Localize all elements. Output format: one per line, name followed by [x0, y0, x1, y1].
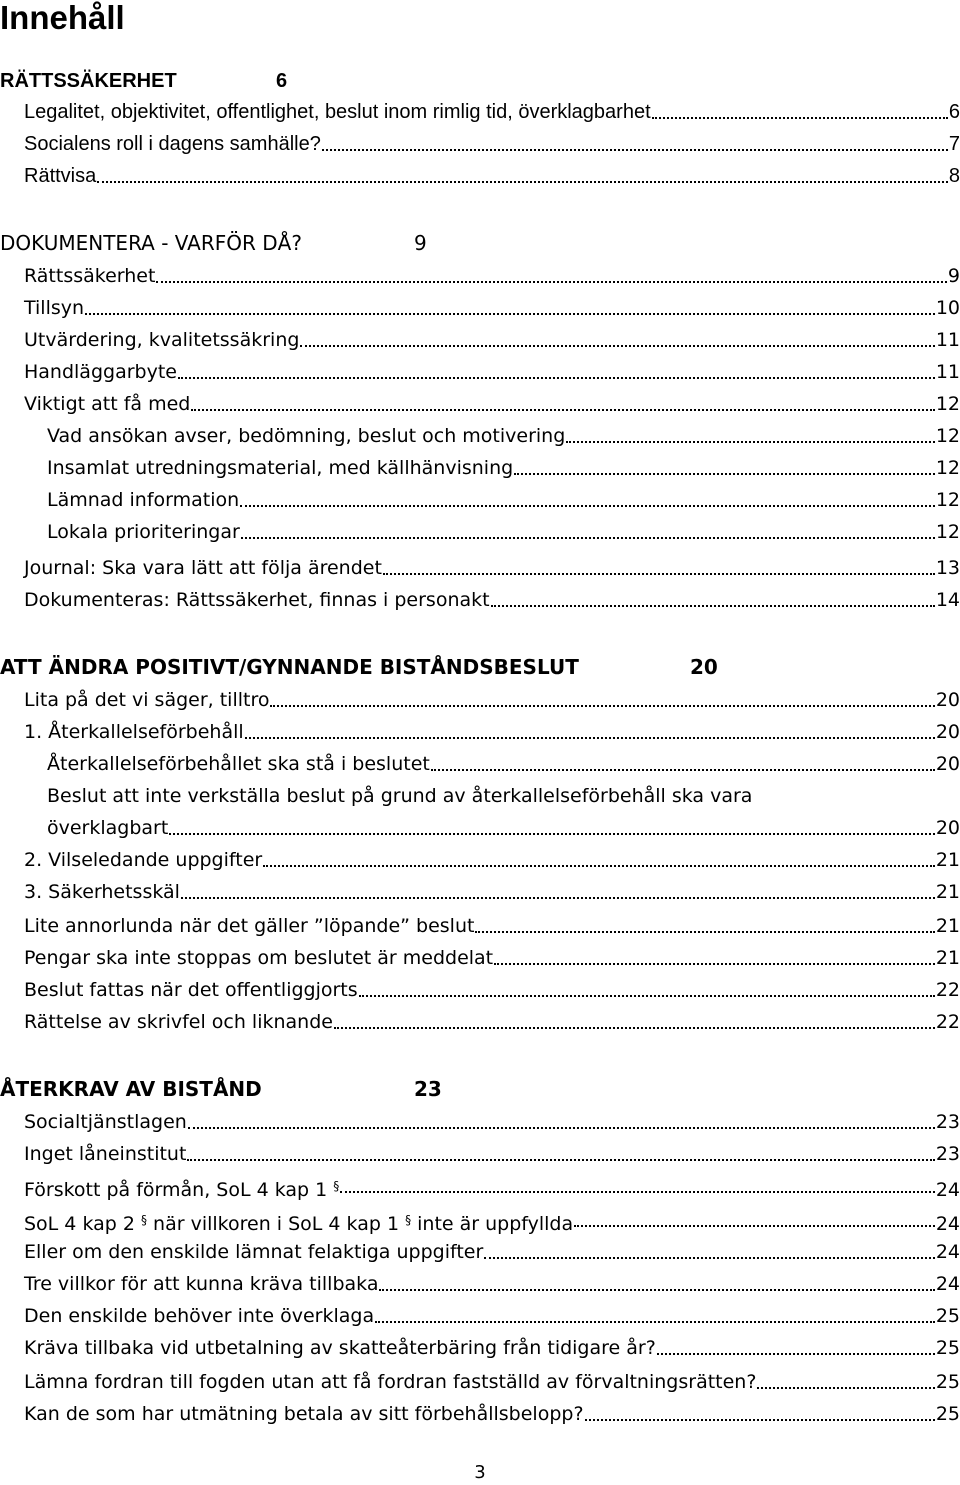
toc-entry[interactable]	[24, 390, 960, 418]
toc-entry[interactable]	[24, 718, 960, 746]
leader-dots	[494, 963, 935, 965]
leader-dots	[431, 769, 935, 771]
toc-entry[interactable]	[47, 750, 960, 778]
toc-entry[interactable]	[24, 294, 960, 322]
leader-dots	[379, 1289, 934, 1291]
toc-entry[interactable]	[47, 422, 960, 450]
section-title: ÅTERKRAV AV BISTÅND	[0, 1077, 262, 1101]
toc-entry[interactable]	[47, 814, 960, 842]
entry-label: 3. Säkerhetsskäl	[24, 881, 180, 903]
entry-label: 2. Vilseledande uppgifter	[24, 849, 263, 871]
entry-page: 25	[935, 1403, 960, 1425]
leader-dots	[97, 181, 948, 183]
toc-entry[interactable]	[24, 98, 960, 126]
entry-label: Viktigt att få med	[24, 393, 191, 415]
entry-label: Den enskilde behöver inte överklaga	[24, 1305, 375, 1327]
toc-entry[interactable]	[24, 554, 960, 582]
entry-page: 12	[935, 393, 960, 415]
entry-page: 12	[935, 521, 960, 543]
entry-label: Kan de som har utmätning betala av sitt förbehållsbelopp?	[24, 1403, 584, 1425]
toc-entry[interactable]	[47, 518, 960, 546]
entry-page: 25	[935, 1305, 960, 1327]
entry-page: 12	[935, 489, 960, 511]
entry-page: 21	[935, 881, 960, 903]
page-title: Innehåll	[0, 0, 125, 36]
leader-dots	[652, 117, 948, 119]
entry-label: Återkallelseförbehållet ska stå i beslutet	[47, 753, 430, 775]
leader-dots	[178, 377, 935, 379]
leader-dots	[657, 1353, 935, 1355]
toc-entry[interactable]	[24, 1008, 960, 1036]
leader-dots	[334, 1027, 935, 1029]
toc-entry[interactable]	[24, 1140, 960, 1168]
entry-page: 21	[935, 947, 960, 969]
entry-page: 23	[935, 1143, 960, 1165]
toc-section-heading	[0, 654, 960, 680]
entry-label: Rättelse av skrivfel och liknande	[24, 1011, 333, 1033]
toc-entry[interactable]	[24, 878, 960, 906]
entry-page: 11	[935, 361, 960, 383]
entry-label: Tillsyn	[24, 297, 85, 319]
entry-label: Vad ansökan avser, bedömning, beslut och motivering	[47, 425, 566, 447]
entry-page: 24	[935, 1241, 960, 1263]
entry-label: Lämna fordran till fogden utan att få fordran fastställd av förvaltningsrätten?	[24, 1371, 757, 1393]
paragraph-sign: §	[141, 1213, 147, 1227]
entry-label: överklagbart	[47, 817, 169, 839]
toc-entry[interactable]	[24, 1172, 960, 1200]
leader-dots	[245, 737, 935, 739]
entry-page: 22	[935, 979, 960, 1001]
entry-page: 20	[935, 753, 960, 775]
toc-section-heading	[0, 1076, 960, 1102]
leader-dots	[263, 865, 935, 867]
toc-entry[interactable]	[24, 326, 960, 354]
entry-page: 13	[935, 557, 960, 579]
entry-page: 14	[935, 589, 960, 611]
entry-page: 24	[935, 1213, 960, 1235]
leader-dots	[300, 345, 934, 347]
entry-label	[24, 1172, 339, 1204]
paragraph-sign: §	[405, 1213, 412, 1227]
entry-label: Eller om den enskilde lämnat felaktiga uppgifter	[24, 1241, 484, 1263]
leader-dots	[585, 1419, 935, 1421]
entry-label: Lita på det vi säger, tilltro	[24, 689, 270, 711]
entry-page: 22	[935, 1011, 960, 1033]
toc-entry[interactable]	[24, 130, 960, 158]
entry-label: Insamlat utredningsmaterial, med källhänvisning	[47, 457, 514, 479]
entry-label: 1. Återkallelseförbehåll	[24, 721, 244, 743]
leader-dots	[270, 705, 934, 707]
entry-page: 20	[935, 817, 960, 839]
section-page: 20	[690, 655, 718, 679]
leader-dots	[475, 931, 934, 933]
entry-page: 20	[935, 721, 960, 743]
leader-dots	[240, 505, 935, 507]
entry-label: Beslut fattas när det offentliggjorts	[24, 979, 358, 1001]
toc-entry[interactable]	[24, 586, 960, 614]
entry-label: Inget låneinstitut	[24, 1143, 187, 1165]
leader-dots	[340, 1191, 935, 1193]
toc-section-heading	[0, 68, 960, 94]
entry-label: Rättvisa	[24, 165, 97, 187]
entry-page: 12	[935, 457, 960, 479]
entry-label-text: SoL 4 kap 2	[24, 1213, 135, 1235]
entry-page: 20	[935, 689, 960, 711]
toc-entry[interactable]	[47, 454, 960, 482]
entry-label: Journal: Ska vara lätt att följa ärendet	[24, 557, 382, 579]
toc-entry[interactable]	[24, 976, 960, 1004]
section-page: 23	[414, 1077, 442, 1101]
leader-dots	[484, 1257, 935, 1259]
leader-dots	[156, 281, 946, 283]
toc-entry[interactable]	[24, 358, 960, 386]
section-page: 6	[276, 70, 288, 92]
leader-dots	[514, 473, 935, 475]
entry-page: 21	[935, 849, 960, 871]
toc-entry[interactable]	[24, 912, 960, 940]
toc-section-heading	[0, 230, 960, 256]
entry-page: 25	[935, 1337, 960, 1359]
paragraph-sign: §	[333, 1179, 340, 1193]
leader-dots	[191, 409, 934, 411]
entry-page: 6	[948, 101, 960, 123]
entry-label: Dokumenteras: Rättssäkerhet, finnas i personakt	[24, 589, 490, 611]
entry-label: Socialens roll i dagens samhälle?	[24, 133, 321, 155]
leader-dots	[566, 441, 935, 443]
entry-label: Lokala prioriteringar	[47, 521, 240, 543]
leader-dots	[187, 1159, 934, 1161]
entry-label: Tre villkor för att kunna kräva tillbaka	[24, 1273, 379, 1295]
toc-entry[interactable]	[24, 1302, 960, 1330]
section-title: ATT ÄNDRA POSITIVT/GYNNANDE BISTÅNDSBESLUT	[0, 655, 579, 679]
toc-entry[interactable]	[24, 162, 960, 190]
entry-page: 23	[935, 1111, 960, 1133]
toc-entry[interactable]	[24, 262, 960, 290]
leader-dots	[188, 1127, 935, 1129]
leader-dots	[383, 573, 935, 575]
entry-label	[24, 1206, 573, 1238]
entry-label: Lämnad information	[47, 489, 240, 511]
entry-label-text: när villkoren i SoL 4 kap 1	[147, 1213, 400, 1235]
toc-entry[interactable]	[24, 1334, 960, 1362]
toc-entry[interactable]	[24, 1108, 960, 1136]
section-title: RÄTTSSÄKERHET	[0, 70, 177, 92]
toc-entry[interactable]	[24, 1206, 960, 1234]
leader-dots	[85, 313, 935, 315]
entry-label: Pengar ska inte stoppas om beslutet är meddelat	[24, 947, 494, 969]
toc-entry[interactable]	[47, 486, 960, 514]
entry-label: Rättssäkerhet	[24, 265, 156, 287]
entry-label: Handläggarbyte	[24, 361, 177, 383]
entry-label: Legalitet, objektivitet, offentlighet, beslut inom rimlig tid, överklagbarhet	[24, 101, 651, 123]
entry-label-text: inte är uppfyllda	[411, 1213, 574, 1235]
leader-dots	[181, 897, 935, 899]
toc-entry[interactable]	[24, 1368, 960, 1396]
entry-page: 21	[935, 915, 960, 937]
section-title: DOKUMENTERA - VARFÖR DÅ?	[0, 231, 302, 255]
leader-dots	[169, 833, 934, 835]
section-page: 9	[414, 231, 427, 255]
toc-entry[interactable]	[24, 944, 960, 972]
toc-entry[interactable]	[24, 846, 960, 874]
toc-entry[interactable]	[24, 1400, 960, 1428]
entry-label-text: Förskott på förmån, SoL 4 kap 1	[24, 1179, 328, 1201]
leader-dots	[359, 995, 935, 997]
entry-page: 10	[935, 297, 960, 319]
entry-page: 7	[948, 133, 960, 155]
toc-entry[interactable]	[24, 1270, 960, 1298]
leader-dots	[241, 537, 935, 539]
page-number: 3	[474, 1462, 486, 1483]
entry-page: 8	[948, 165, 960, 187]
toc-entry[interactable]	[24, 686, 960, 714]
leader-dots	[574, 1225, 935, 1227]
entry-page: 9	[947, 265, 960, 287]
entry-label: Utvärdering, kvalitetssäkring	[24, 329, 300, 351]
leader-dots	[757, 1387, 934, 1389]
leader-dots	[375, 1321, 935, 1323]
entry-label: Socialtjänstlagen	[24, 1111, 187, 1133]
entry-page: 12	[935, 425, 960, 447]
toc-entry-first-line[interactable]: Beslut att inte verkställa beslut på grund av återkallelseförbehåll ska vara	[47, 785, 753, 807]
entry-page: 24	[935, 1179, 960, 1201]
entry-label: Lite annorlunda när det gäller ”löpande” beslut	[24, 915, 475, 937]
entry-page: 11	[935, 329, 960, 351]
toc-entry[interactable]	[24, 1238, 960, 1266]
entry-page: 25	[935, 1371, 960, 1393]
leader-dots	[491, 605, 935, 607]
entry-page: 24	[935, 1273, 960, 1295]
entry-label: Kräva tillbaka vid utbetalning av skatteåterbäring från tidigare år?	[24, 1337, 656, 1359]
leader-dots	[322, 149, 948, 151]
